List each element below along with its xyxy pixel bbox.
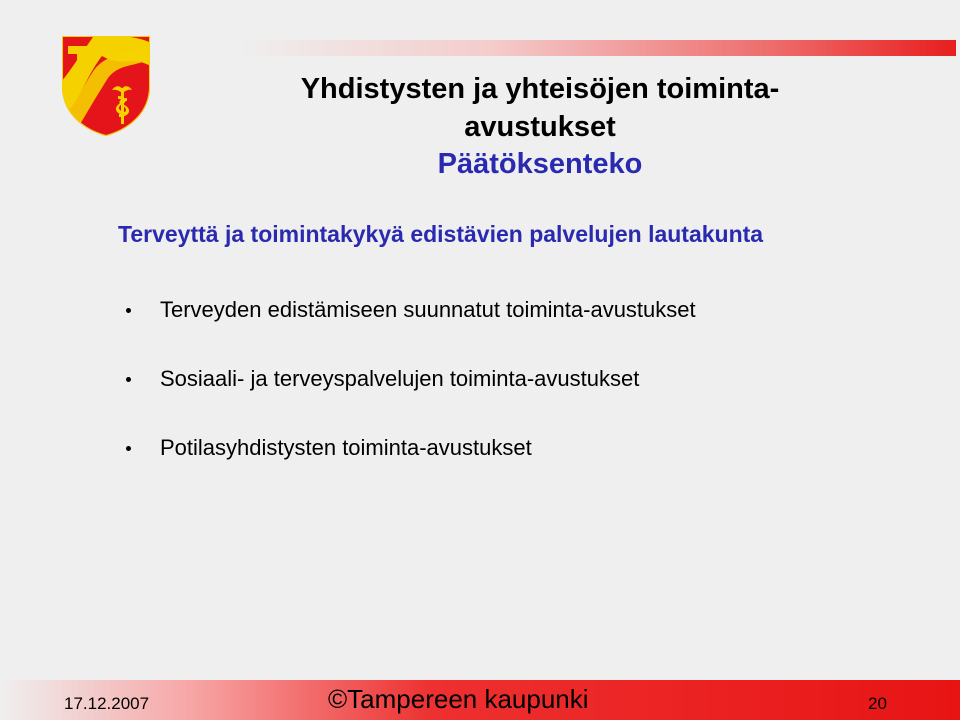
bullet-item (124, 366, 696, 392)
slide-title (250, 70, 830, 146)
page-number: 20 (868, 694, 887, 713)
bullet-dot-icon (126, 377, 131, 382)
slide-title-line-2: avustukset (464, 111, 616, 143)
bullet-item (124, 297, 696, 323)
footer-copyright: ©Tampereen kaupunki (328, 684, 589, 714)
bullet-dot-icon (126, 308, 131, 313)
bullet-text: Terveyden edistämiseen suunnatut toiminta-avustukset (160, 297, 696, 322)
bullet-text: Potilasyhdistysten toiminta-avustukset (160, 435, 532, 460)
footer-date: 17.12.2007 (64, 694, 150, 713)
board-heading: Terveyttä ja toimintakykyä edistävien palvelujen lautakunta (118, 221, 764, 247)
header-gradient-bar (240, 40, 956, 56)
coat-of-arms-icon (58, 34, 154, 138)
slide-title-line-1: Yhdistysten ja yhteisöjen toiminta- (300, 73, 780, 105)
slide-subtitle: Päätöksenteko (437, 148, 643, 180)
bullet-item (124, 435, 696, 461)
bullet-text: Sosiaali- ja terveyspalvelujen toiminta-avustukset (160, 366, 640, 391)
bullet-dot-icon (126, 446, 131, 451)
bullet-list (124, 297, 696, 504)
